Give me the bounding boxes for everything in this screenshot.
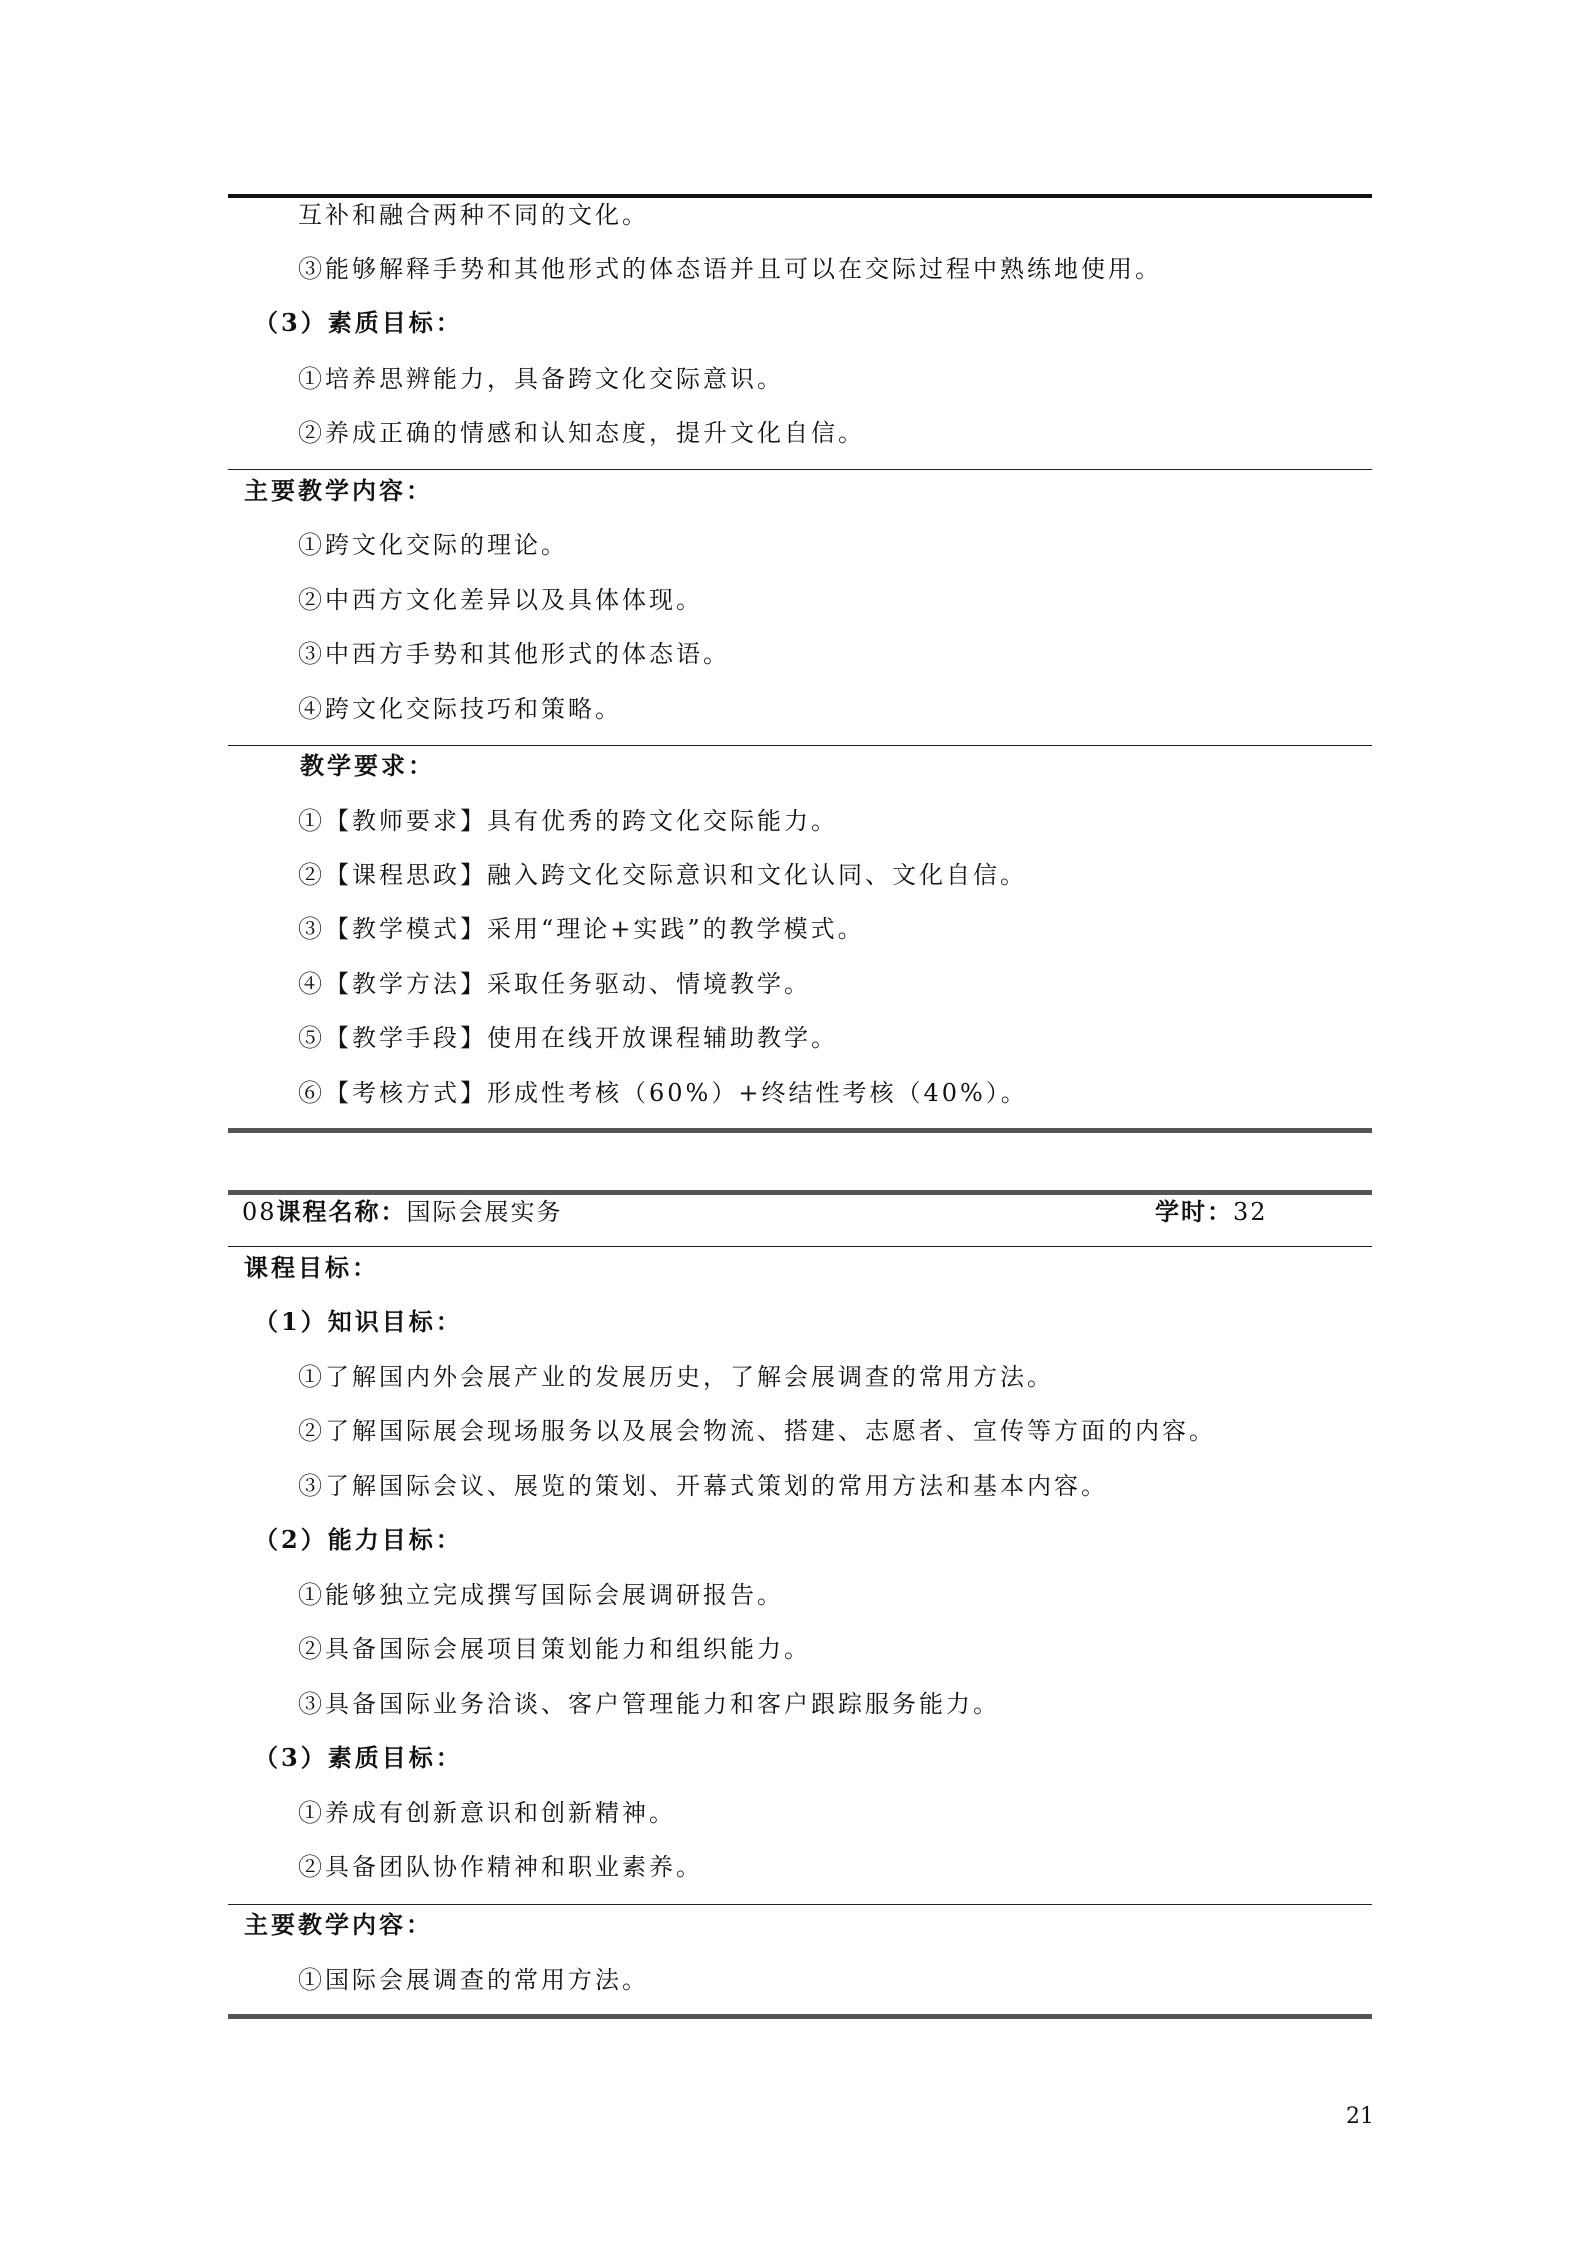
course-goals-heading: 课程目标：	[244, 1253, 379, 1282]
knowledge-goal-item: ①了解国内外会展产业的发展历史，了解会展调查的常用方法。	[298, 1363, 1054, 1391]
table-bottom-border	[228, 1128, 1372, 1133]
course-title-row	[242, 1196, 563, 1228]
page-number: 21	[1346, 2104, 1374, 2129]
course-name-label: 课程名称：	[276, 1197, 407, 1226]
requirement-item: ①【教师要求】具有优秀的跨文化交际能力。	[298, 807, 838, 835]
quality-goals-heading: （3）素质目标：	[254, 1743, 463, 1772]
quality-goal-item: ②具备团队协作精神和职业素养。	[298, 1853, 703, 1881]
ability-goals-heading: （2）能力目标：	[254, 1525, 463, 1554]
quality-goals-heading: （3）素质目标：	[254, 308, 463, 337]
table-top-border	[228, 194, 1372, 198]
row-divider	[228, 1904, 1372, 1905]
goal-line: 互补和融合两种不同的文化。	[298, 201, 649, 229]
main-content-heading: 主要教学内容：	[244, 476, 433, 505]
table-top-border	[228, 1190, 1372, 1195]
content-item: ①跨文化交际的理论。	[298, 531, 568, 559]
row-divider	[228, 1246, 1372, 1247]
ability-goal-item: ③具备国际业务洽谈、客户管理能力和客户跟踪服务能力。	[298, 1690, 1000, 1718]
goal-line: ③能够解释手势和其他形式的体态语并且可以在交际过程中熟练地使用。	[298, 255, 1162, 283]
content-item: ③中西方手势和其他形式的体态语。	[298, 640, 730, 668]
ability-goal-item: ②具备国际会展项目策划能力和组织能力。	[298, 1635, 811, 1663]
course-hours	[1155, 1196, 1268, 1228]
course-name: 国际会展实务	[406, 1198, 563, 1226]
row-divider	[228, 469, 1372, 470]
row-divider	[228, 745, 1372, 746]
requirement-item: ④【教学方法】采取任务驱动、情境教学。	[298, 970, 811, 998]
quality-goal-item: ①养成有创新意识和创新精神。	[298, 1799, 676, 1827]
main-content-heading: 主要教学内容：	[244, 1910, 433, 1939]
knowledge-goal-item: ③了解国际会议、展览的策划、开幕式策划的常用方法和基本内容。	[298, 1472, 1108, 1500]
requirement-item: ⑥【考核方式】形成性考核（60%）+终结性考核（40%）。	[298, 1079, 1028, 1107]
hours-label: 学时：	[1155, 1197, 1233, 1226]
knowledge-goal-item: ②了解国际展会现场服务以及展会物流、搭建、志愿者、宣传等方面的内容。	[298, 1417, 1216, 1445]
requirement-item: ③【教学模式】采用“理论+实践”的教学模式。	[298, 915, 865, 943]
hours-value: 32	[1233, 1198, 1268, 1226]
content-item: ④跨文化交际技巧和策略。	[298, 695, 622, 723]
knowledge-goals-heading: （1）知识目标：	[254, 1307, 463, 1336]
content-item: ①国际会展调查的常用方法。	[298, 1966, 649, 1994]
requirement-item: ②【课程思政】融入跨文化交际意识和文化认同、文化自信。	[298, 861, 1027, 889]
ability-goal-item: ①能够独立完成撰写国际会展调研报告。	[298, 1581, 784, 1609]
teaching-requirements-heading: 教学要求：	[300, 751, 435, 780]
course-number: 08	[242, 1198, 277, 1226]
requirement-item: ⑤【教学手段】使用在线开放课程辅助教学。	[298, 1024, 838, 1052]
content-item: ②中西方文化差异以及具体体现。	[298, 586, 703, 614]
quality-goal-item: ②养成正确的情感和认知态度，提升文化自信。	[298, 419, 865, 447]
page-bottom-border	[228, 2014, 1372, 2019]
quality-goal-item: ①培养思辨能力，具备跨文化交际意识。	[298, 365, 784, 393]
